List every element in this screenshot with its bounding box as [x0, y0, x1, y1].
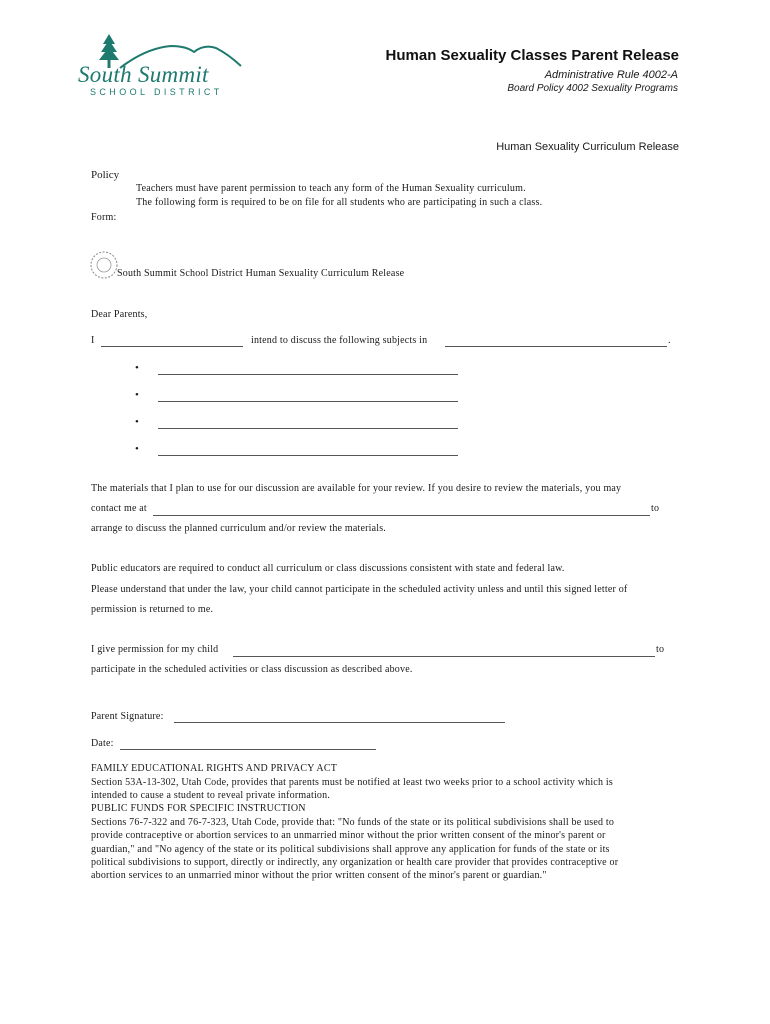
materials-text-3: arrange to discuss the planned curriculum and/or review the materials. [91, 523, 387, 534]
funds-text-2: provide contraceptive or abortion services to an unmarried minor without the prior written consent of the minor's parent or [91, 830, 606, 841]
contact-prefix: contact me at [91, 503, 147, 514]
subject-bullet: • [135, 389, 139, 401]
ferpa-heading: FAMILY EDUCATIONAL RIGHTS AND PRIVACY ACT [91, 763, 338, 774]
intent-prefix: I [91, 335, 95, 346]
child-name-line[interactable] [233, 656, 655, 657]
logo-subtitle: SCHOOL DISTRICT [90, 87, 223, 97]
signature-line[interactable] [174, 722, 505, 723]
date-label: Date: [91, 738, 114, 749]
district-seal [89, 250, 119, 280]
section-title: Human Sexuality Curriculum Release [496, 141, 679, 153]
law-text-1: Public educators are required to conduct all curriculum or class discussions consistent with state and federal law. [91, 563, 565, 574]
subject-bullet: • [135, 443, 139, 455]
board-policy: Board Policy 4002 Sexuality Programs [507, 83, 678, 94]
ferpa-text-1: Section 53A-13-302, Utah Code, provides that parents must be notified at least two weeks prior to a school activity which is [91, 777, 613, 788]
class-name-line[interactable] [445, 346, 667, 347]
signature-label: Parent Signature: [91, 711, 164, 722]
greeting: Dear Parents, [91, 309, 148, 320]
subject-line-3[interactable] [158, 428, 458, 429]
law-text-3: permission is returned to me. [91, 604, 214, 615]
policy-text-2: The following form is required to be on file for all students who are participating in such a class. [136, 197, 543, 208]
policy-text-1: Teachers must have parent permission to teach any form of the Human Sexuality curriculum. [136, 183, 526, 194]
intent-text: intend to discuss the following subjects in [251, 335, 428, 346]
subject-line-2[interactable] [158, 401, 458, 402]
release-title: South Summit School District Human Sexuality Curriculum Release [117, 268, 405, 279]
subject-bullet: • [135, 416, 139, 428]
subject-line-1[interactable] [158, 374, 458, 375]
administrative-rule: Administrative Rule 4002-A [544, 69, 678, 81]
materials-text-1: The materials that I plan to use for our discussion are available for your review. If you desire to review the materials, you may [91, 483, 622, 494]
form-label: Form: [91, 212, 117, 223]
funds-text-4: political subdivisions to support, directly or indirectly, any organization or health care provider that provides contraceptive or [91, 857, 619, 868]
permission-prefix: I give permission for my child [91, 644, 219, 655]
subject-bullet: • [135, 362, 139, 374]
date-line[interactable] [120, 749, 376, 750]
contact-line[interactable] [153, 515, 650, 516]
funds-text-5: abortion services to an unmarried minor without the prior written consent of the minor's parent or guardian." [91, 870, 547, 881]
permission-suffix: to [656, 644, 665, 655]
teacher-name-line[interactable] [101, 346, 243, 347]
district-logo [76, 32, 246, 98]
law-text-2: Please understand that under the law, your child cannot participate in the scheduled activity unless and until this signed letter of [91, 584, 628, 595]
logo-name: South Summit [78, 62, 209, 87]
policy-label: Policy [91, 169, 120, 181]
funds-heading: PUBLIC FUNDS FOR SPECIFIC INSTRUCTION [91, 803, 306, 814]
contact-suffix: to [651, 503, 660, 514]
funds-text-1: Sections 76-7-322 and 76-7-323, Utah Code, provide that: "No funds of the state or its political subdivisions shall be used to [91, 817, 615, 828]
funds-text-3: guardian," and "No agency of the state or its political subdivisions shall approve any application for funds of the state or its [91, 844, 610, 855]
permission-text-2: participate in the scheduled activities or class discussion as described above. [91, 664, 413, 675]
subject-line-4[interactable] [158, 455, 458, 456]
intent-period: . [668, 335, 671, 346]
ferpa-text-2: intended to cause a student to reveal private information. [91, 790, 331, 801]
document-title: Human Sexuality Classes Parent Release [385, 47, 679, 64]
